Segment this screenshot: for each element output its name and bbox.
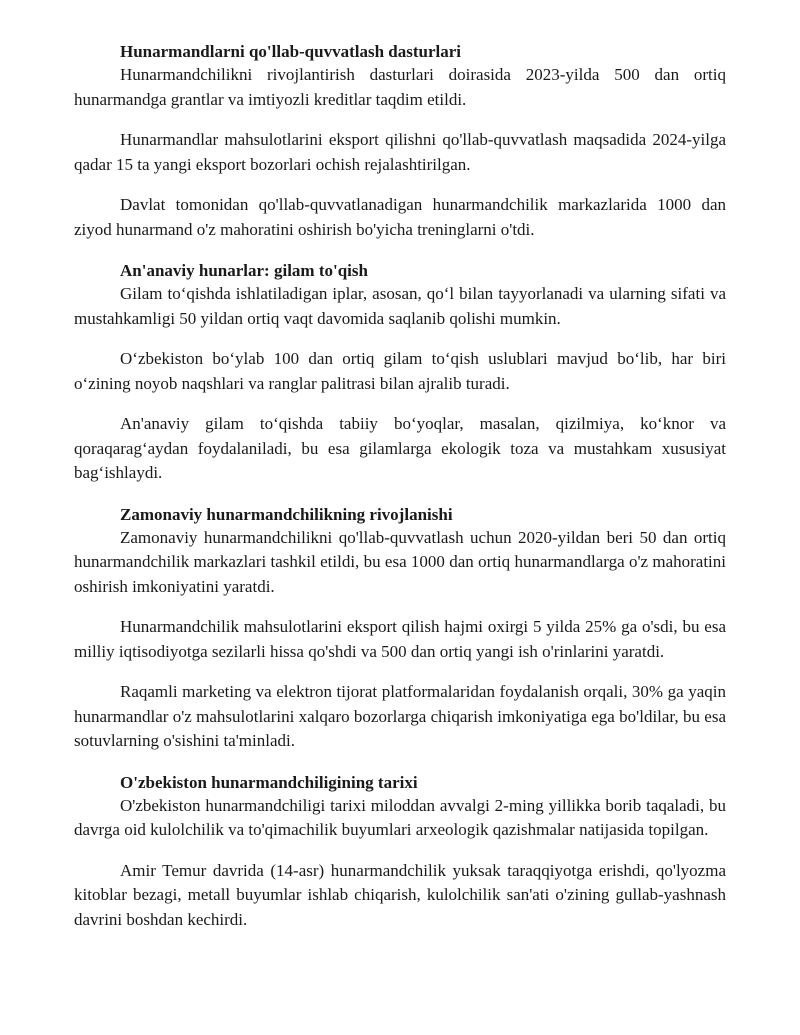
paragraph: Hunarmandlar mahsulotlarini eksport qilishni qo'llab-quvvatlash maqsadida 2024-yilga qadar 15 ta yangi eksport bozorlari ochish rejalashtirilgan.: [74, 130, 726, 174]
section-history: [74, 771, 726, 933]
section-heading: Hunarmandlarni qo'llab-quvvatlash dasturlari: [120, 42, 462, 61]
section-modern-crafts: [74, 503, 726, 754]
paragraph: Oʻzbekiston boʻylab 100 dan ortiq gilam toʻqish uslublari mavjud boʻlib, har biri oʻzining noyob naqshlari va ranglar palitrasi bilan ajralib turadi.: [74, 349, 726, 393]
section-heading: Zamonaviy hunarmandchilikning rivojlanishi: [120, 504, 453, 524]
paragraph: An'anaviy gilam toʻqishda tabiiy boʻyoqlar, masalan, qizilmiya, koʻknor va qoraqaragʻaydan foydalaniladi, bu esa gilamlarga ekologik toza va mustahkam xususiyat bagʻishlaydi.: [74, 414, 726, 482]
paragraph: Amir Temur davrida (14-asr) hunarmandchilik yuksak taraqqiyotga erishdi, qo'lyozma kitoblar bezagi, metall buyumlar ishlab chiqarish, kulolchilik san'ati o'zining gullab-yashnash davrini boshdan kechirdi.: [74, 860, 726, 929]
paragraph: Zamonaviy hunarmandchilikni qo'llab-quvvatlash uchun 2020-yildan beri 50 dan ortiq hunarmandchilik markazlari tashkil etildi, bu esa 1000 dan ortiq hunarmandlarga o'z mahoratini oshirish imkoniyatini yaratdi.: [74, 527, 726, 596]
section-support-programs: [74, 40, 726, 242]
paragraph: Gilam toʻqishda ishlatiladigan iplar, asosan, qoʻl bilan tayyorlanadi va ularning sifati va mustahkamligi 50 yildan ortiq vaqt davomida saqlanib qolishi mumkin.: [74, 284, 726, 328]
paragraph: Raqamli marketing va elektron tijorat platformalaridan foydalanish orqali, 30% ga yaqin hunarmandlar o'z mahsulotlarini xalqaro bozorlarga chiqarish imkoniyatiga ega bo'ldilar, bu esa sotuvlarning o'sishini ta'minladi.: [74, 682, 726, 750]
paragraph: Hunarmandchilik mahsulotlarini eksport qilish hajmi oxirgi 5 yilda 25% ga o'sdi, bu esa milliy iqtisodiyotga sezilarli hissa qo'shdi va 500 dan ortiq yangi ish o'rinlarini yaratdi.: [74, 617, 726, 661]
paragraph: Hunarmandchilikni rivojlantirish dasturlari doirasida 2023-yilda 500 dan ortiq hunarmandga grantlar va imtiyozli kreditlar taqdim etildi.: [74, 65, 726, 109]
paragraph: Davlat tomonidan qo'llab-quvvatlanadigan hunarmandchilik markazlarida 1000 dan ziyod hunarmand o'z mahoratini oshirish bo'yicha treninglarni o'tdi.: [74, 195, 726, 239]
section-carpet-weaving: [74, 259, 726, 486]
section-heading: O'zbekiston hunarmandchiligining tarixi: [120, 772, 418, 792]
paragraph: O'zbekiston hunarmandchiligi tarixi miloddan avvalgi 2-ming yillikka borib taqaladi, bu davrga oid kulolchilik va to'qimachilik buyumlari arxeologik qazishmalar natijasida topilgan.: [74, 795, 726, 839]
section-heading: An'anaviy hunarlar: gilam to'qish: [120, 261, 368, 280]
document-page: [74, 40, 726, 949]
